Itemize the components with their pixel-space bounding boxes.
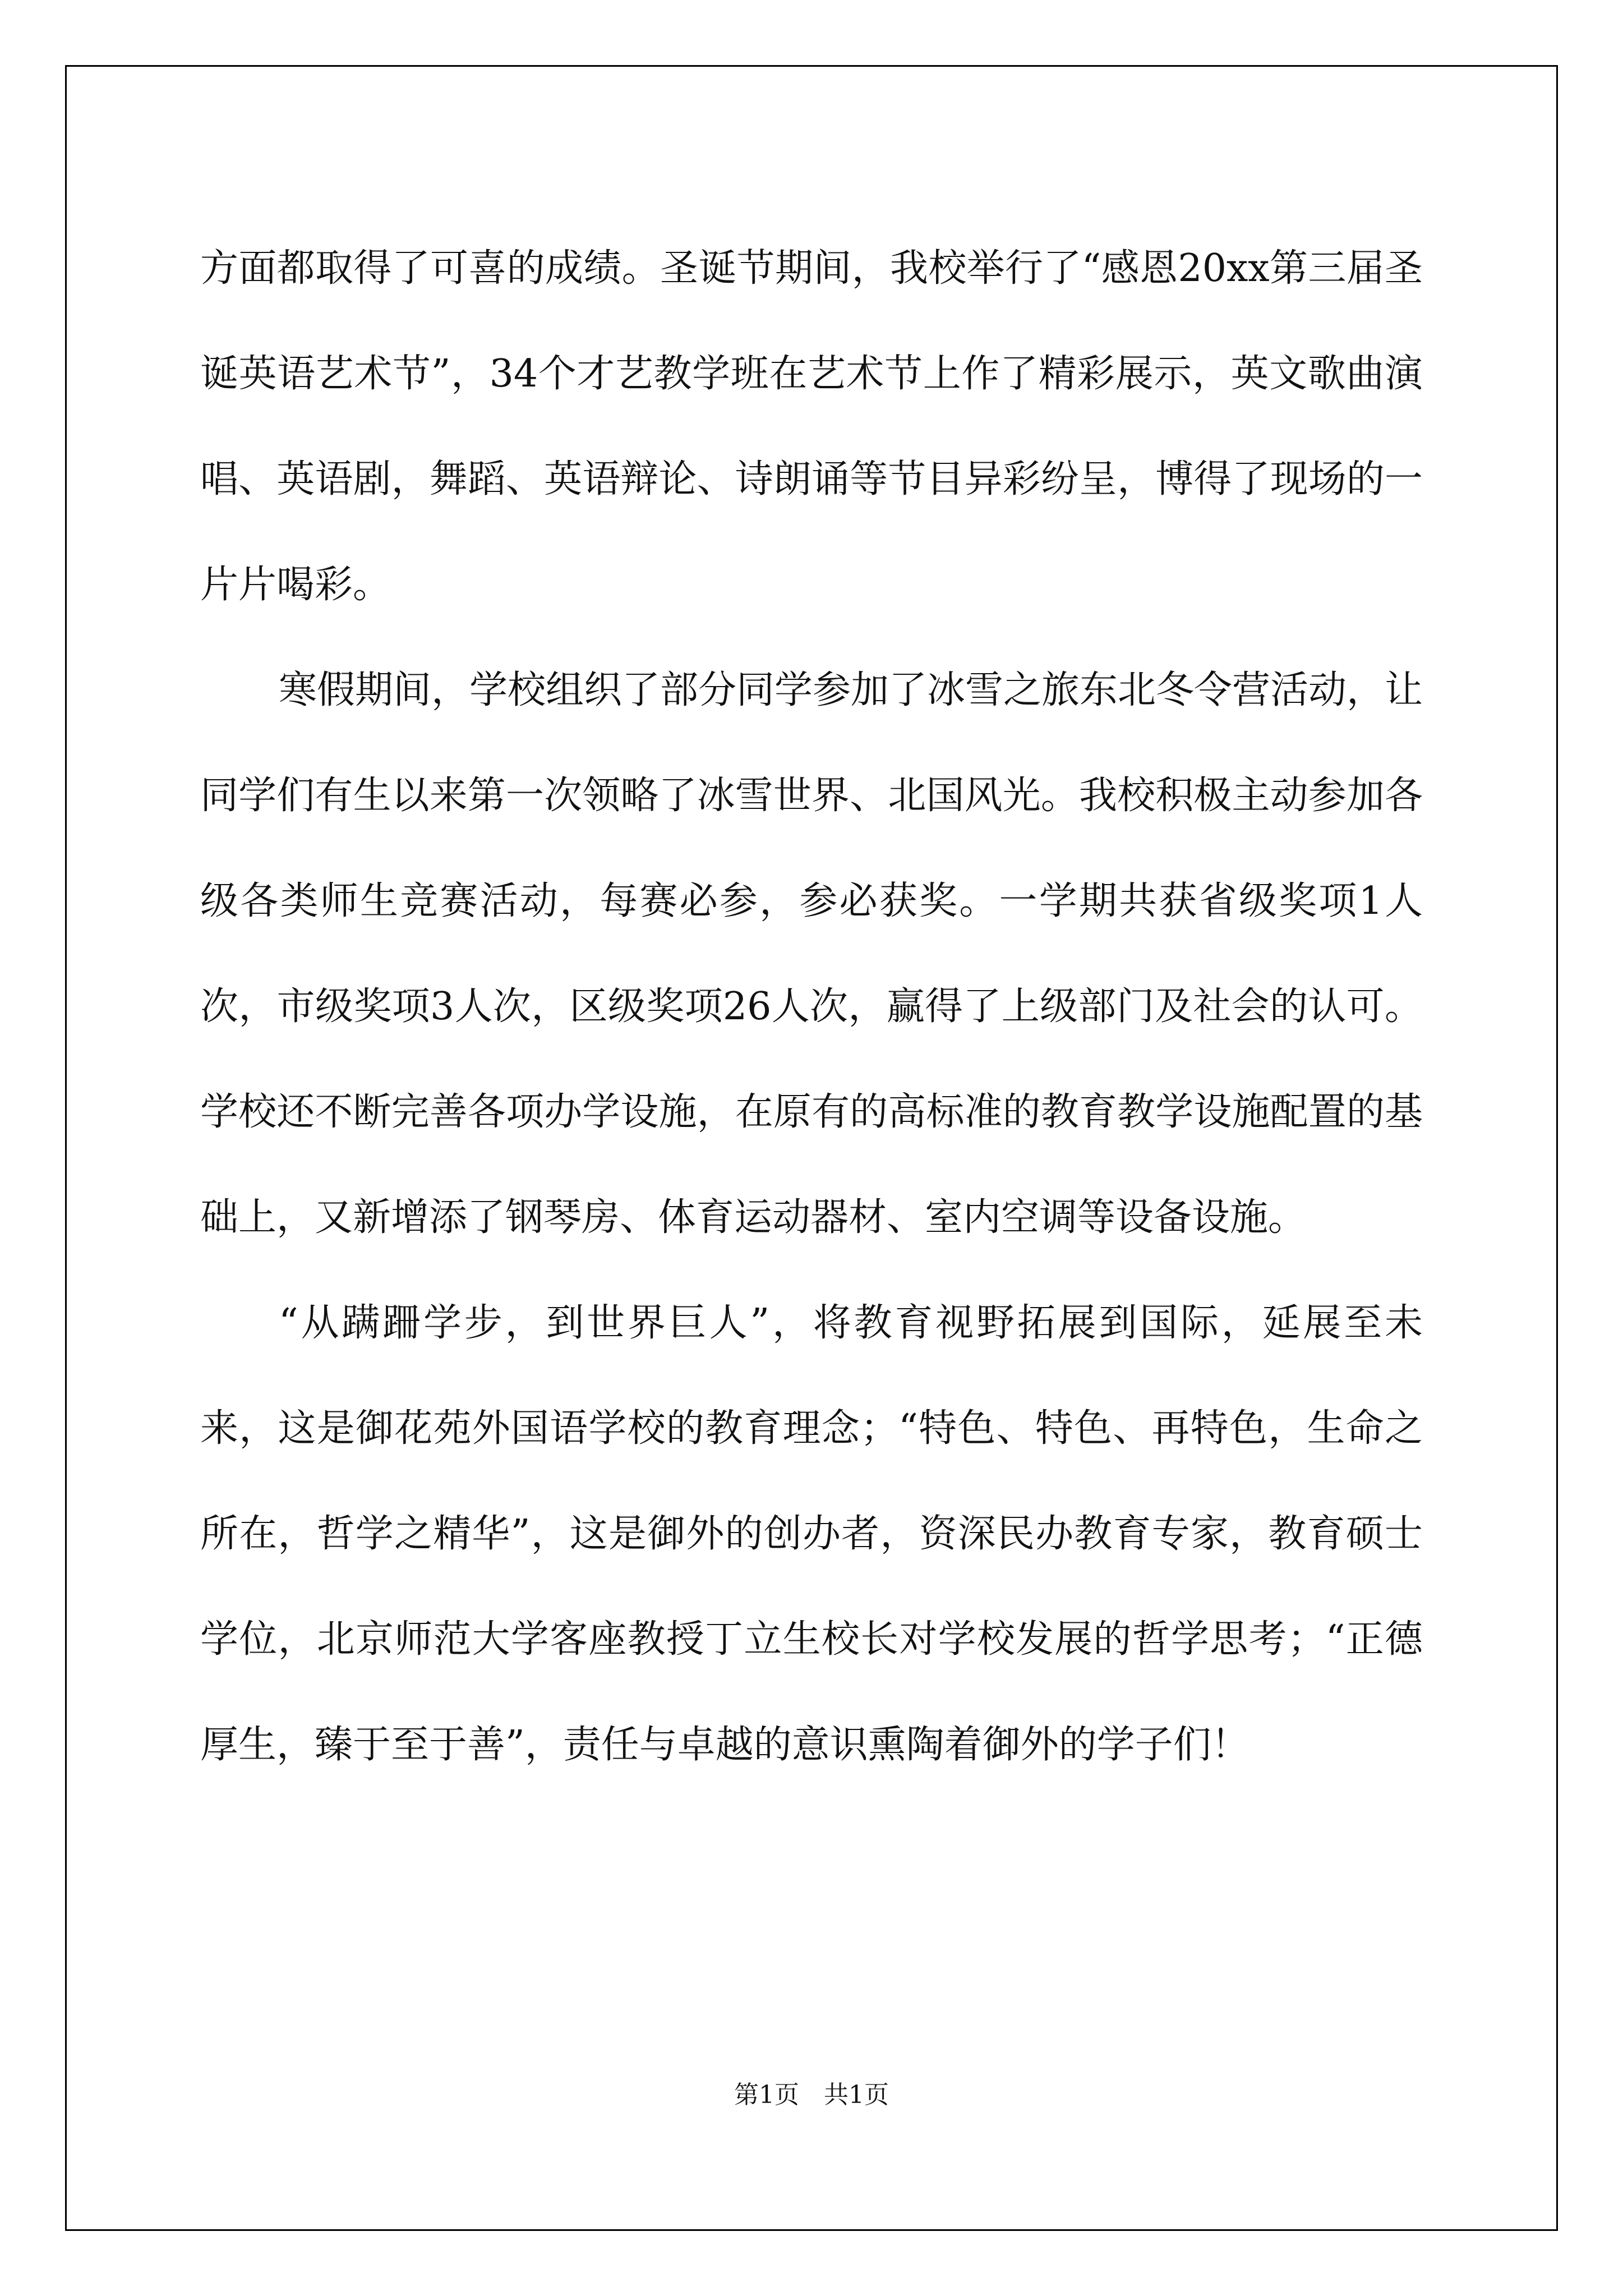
document-body xyxy=(200,216,1423,1798)
paragraph-1: 方面都取得了可喜的成绩。圣诞节期间，我校举行了“感恩20xx第三届圣诞英语艺术节”，34个才艺教学班在艺术节上作了精彩展示，英文歌曲演唱、英语剧，舞蹈、英语辩论、诗朗诵等节目异彩纷呈，博得了现场的一片片喝彩。 xyxy=(200,246,1423,607)
paragraph-2: 寒假期间，学校组织了部分同学参加了冰雪之旅东北冬令营活动，让同学们有生以来第一次领略了冰雪世界、北国风光。我校积极主动参加各级各类师生竞赛活动，每赛必参，参必获奖。一学期共获省级奖项1人次，市级奖项3人次，区级奖项26人次，赢得了上级部门及社会的认可。学校还不断完善各项办学设施，在原有的高标准的教育教学设施配置的基础上，又新增添了钢琴房、体育运动器材、室内空调等设备设施。 xyxy=(200,668,1423,1240)
page-footer: 第1页 共1页 xyxy=(734,2081,889,2109)
paragraph-3: “从蹒跚学步，到世界巨人”，将教育视野拓展到国际，延展至未来，这是御花苑外国语学校的教育理念；“特色、特色、再特色，生命之所在，哲学之精华”，这是御外的创办者，资深民办教育专家，教育硕士学位，北京师范大学客座教授丁立生校长对学校发展的哲学思考；“正德厚生，臻于至于善”，责任与卓越的意识熏陶着御外的学子们！ xyxy=(200,1301,1423,1767)
